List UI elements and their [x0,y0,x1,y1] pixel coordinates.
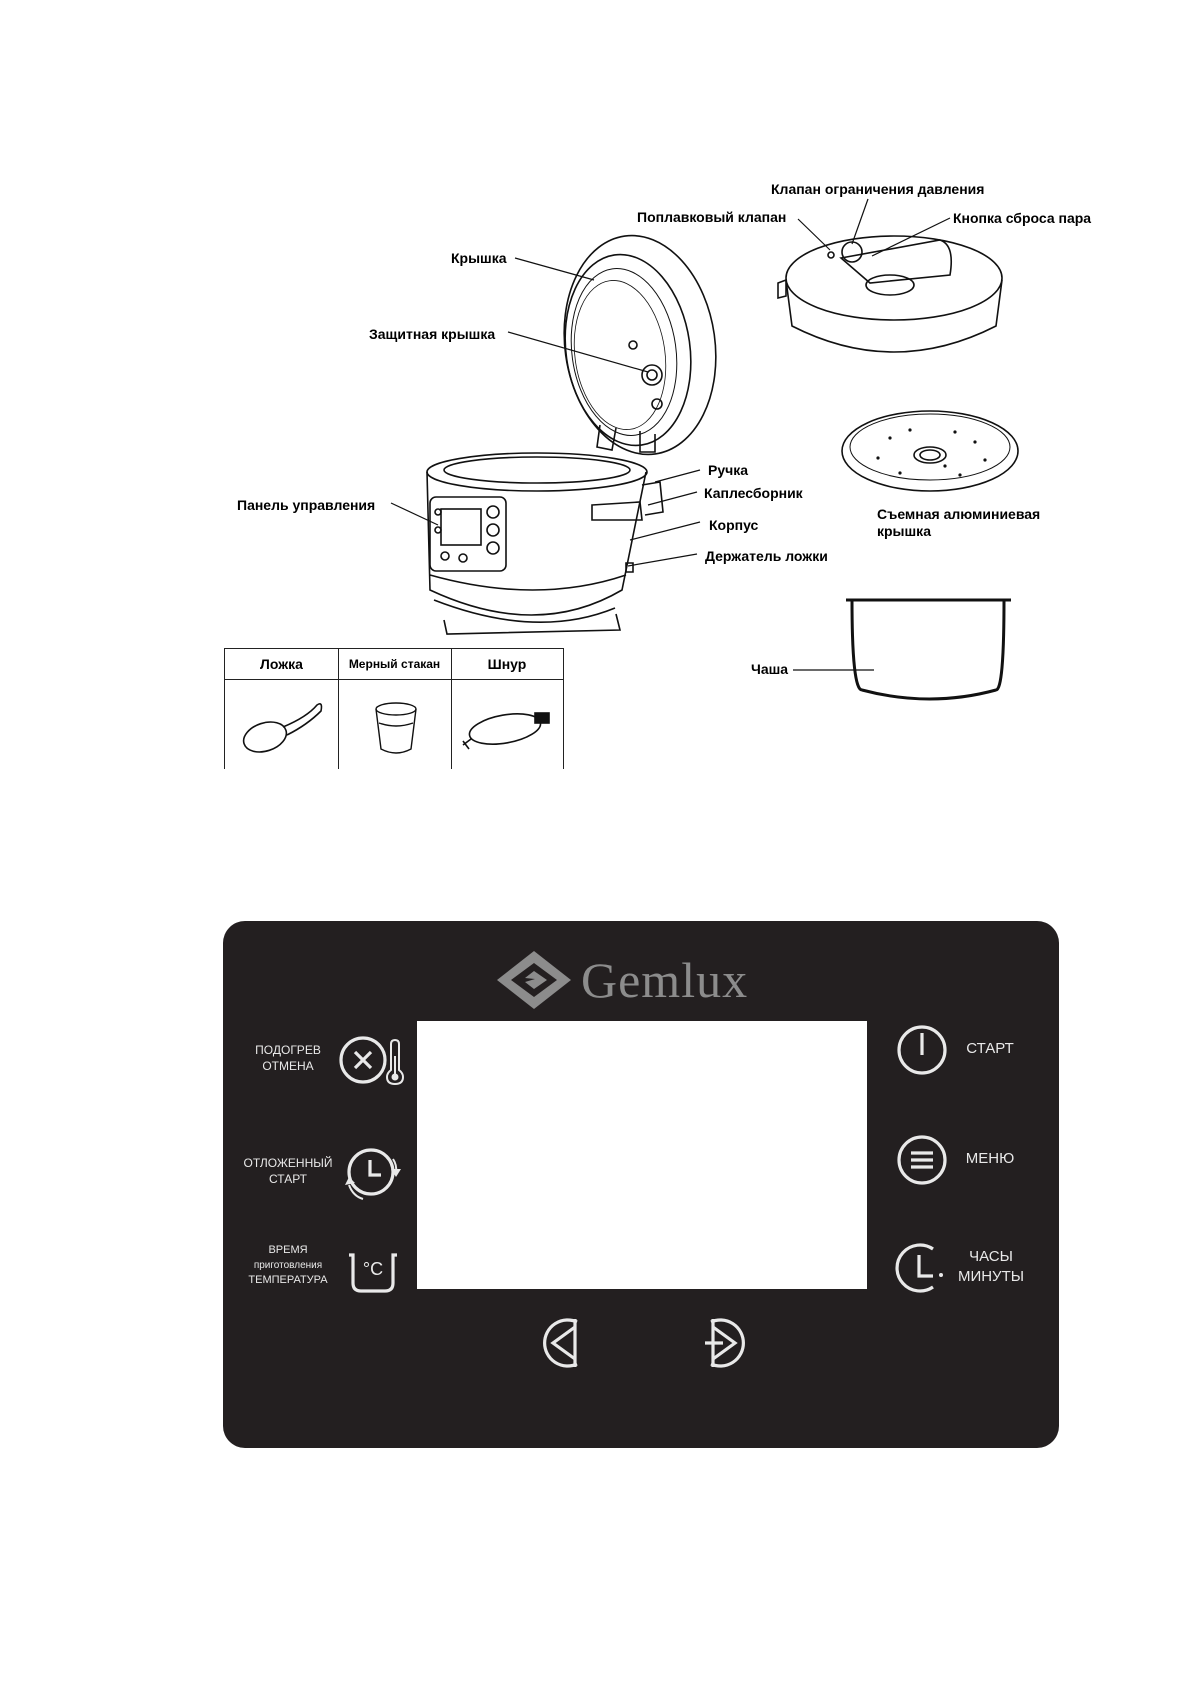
menu-icon [895,1133,949,1187]
label-condensate-collector: Каплесборник [704,485,803,501]
label-lid: Крышка [451,250,507,266]
warm-label: ПОДОГРЕВ [255,1043,321,1057]
display-screen [417,1021,867,1289]
plus-right-icon[interactable] [695,1315,751,1371]
cook-time-temperature-button[interactable] [233,1239,403,1305]
control-panel [223,921,1059,1448]
start-sub-label: СТАРТ [269,1172,307,1186]
label-body: Корпус [709,517,759,533]
temperature-label: ТЕМПЕРАТУРА [248,1274,328,1286]
time-label: ВРЕМЯ [268,1244,308,1256]
aluminium-lid-drawing [842,411,1018,491]
bowl-celsius-icon [345,1249,401,1295]
label-removable-lid-line1: Съемная алюминиевая [877,506,1041,522]
label-protective-cover: Защитная крышка [369,326,496,342]
accessory-label: Мерный стакан [338,649,451,680]
delayed-label: ОТЛОЖЕННЫЙ [243,1156,333,1170]
delayed-start-button[interactable] [233,1141,403,1205]
menu-label: МЕНЮ [965,1150,1015,1167]
clock-l-icon [895,1241,949,1295]
label-bowl: Чаша [751,661,789,677]
gemlux-logo-icon [495,949,573,1011]
label-spoon-holder: Держатель ложки [705,548,828,564]
label-removable-lid-line2: крышка [877,523,931,539]
measuring-cup-icon [374,701,418,759]
start-button[interactable] [895,1021,1045,1077]
inner-bowl-drawing [846,600,1011,699]
label-handle: Ручка [708,462,749,478]
minutes-label: МИНУТЫ [957,1268,1025,1285]
spoon-icon [237,699,327,759]
cancel-thermometer-icon [338,1034,408,1088]
accessories-table [224,648,564,769]
label-steam-release-button: Кнопка сброса пара [953,210,1092,226]
diagram-drawing [0,0,1190,800]
celsius-unit: °C [362,1259,384,1279]
delay-clock-icon [335,1141,407,1203]
clock-minutes-button[interactable] [895,1237,1045,1297]
cancel-label: ОТМЕНА [262,1059,314,1073]
accessory-label: Ложка [225,649,338,680]
accessory-cell [225,649,339,769]
accessory-cell [338,649,452,769]
minus-left-icon[interactable] [537,1315,593,1371]
label-pressure-limit-valve: Клапан ограничения давления [771,181,985,197]
label-float-valve: Поплавковый клапан [637,209,787,225]
open-lid-drawing [550,226,729,465]
cooking-label: приготовления [253,1260,323,1271]
warm-cancel-button[interactable] [233,1031,403,1087]
power-icon [895,1023,949,1077]
accessory-cell [451,649,563,769]
brand-wordmark: Gemlux [581,952,749,1008]
hours-label: ЧАСЫ [969,1248,1013,1265]
start-label: СТАРТ [966,1040,1014,1057]
power-cord-icon [457,699,557,759]
cooker-body-drawing [427,453,663,634]
accessory-label: Шнур [451,649,563,680]
menu-button[interactable] [895,1131,1045,1187]
label-control-panel: Панель управления [237,497,376,513]
closed-lid-drawing [778,236,1002,352]
